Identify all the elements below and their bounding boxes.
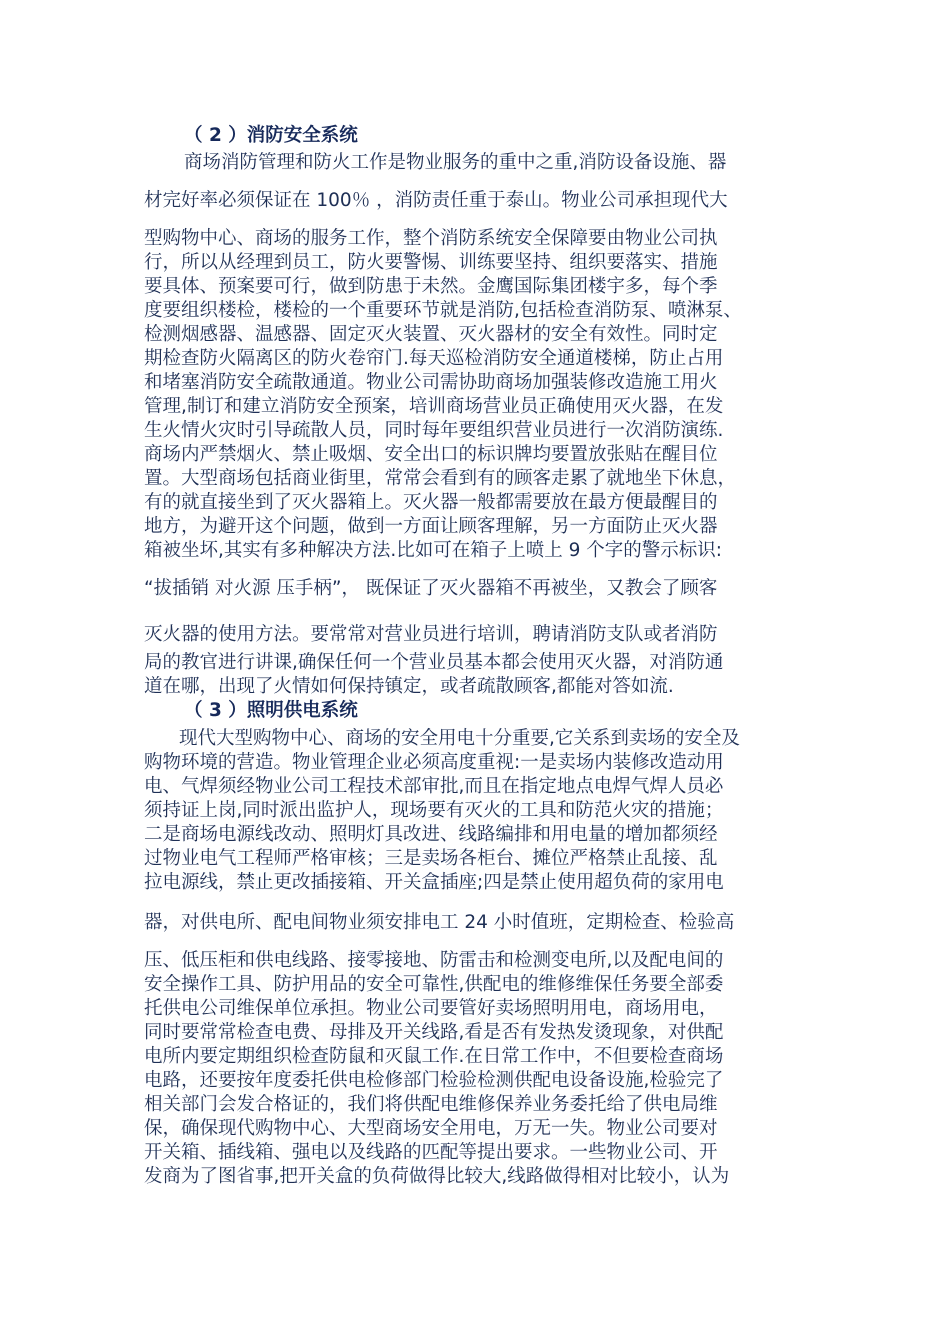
paragraph-line: 商场内严禁烟火、禁止吸烟、安全出口的标识牌均要置放张贴在醒目位 xyxy=(144,444,718,465)
paragraph-line: 同时要常常检查电费、母排及开关线路,看是否有发热发烫现象，对供配 xyxy=(144,1022,724,1043)
paragraph-line: “拔插销 对火源 压手柄”， 既保证了灭火器箱不再被坐，又教会了顾客 xyxy=(144,578,718,599)
paragraph-line: 托供电公司维保单位承担。物业公司要管好卖场照明用电，商场用电， xyxy=(144,998,718,1019)
paragraph-line: 生火情火灾时引导疏散人员，同时每年要组织营业员进行一次消防演练. xyxy=(144,420,724,441)
paragraph-line: 置。大型商场包括商业街里，常常会看到有的顾客走累了就地坐下休息， xyxy=(144,468,737,489)
paragraph-line: 开关箱、插线箱、强电以及线路的匹配等提出要求。一些物业公司、开 xyxy=(144,1142,718,1163)
paragraph-line: 相关部门会发合格证的，我们将供配电维修保养业务委托给了供电局维 xyxy=(144,1094,718,1115)
paragraph-line: 灭火器的使用方法。要常常对营业员进行培训，聘请消防支队或者消防 xyxy=(144,624,718,645)
paragraph-line: 器，对供电所、配电间物业须安排电工 24 小时值班，定期检查、检验高 xyxy=(144,912,735,933)
paragraph-line: 商场消防管理和防火工作是物业服务的重中之重,消防设备设施、器 xyxy=(184,152,727,173)
paragraph-line: 保，确保现代购物中心、大型商场安全用电，万无一失。物业公司要对 xyxy=(144,1118,718,1139)
paragraph-line: 现代大型购物中心、商场的安全用电十分重要,它关系到卖场的安全及 xyxy=(179,728,740,749)
paragraph-line: 管理,制订和建立消防安全预案，培训商场营业员正确使用灭火器，在发 xyxy=(144,396,724,417)
paragraph-line: 和堵塞消防安全疏散通道。物业公司需协助商场加强装修改造施工用火 xyxy=(144,372,718,393)
paragraph-line: 有的就直接坐到了灭火器箱上。灭火器一般都需要放在最方便最醒目的 xyxy=(144,492,718,513)
section-heading-lighting-power: （ 3 ）照明供电系统 xyxy=(184,700,358,721)
paragraph-line: 电所内要定期组织检查防鼠和灭鼠工作.在日常工作中，不但要检查商场 xyxy=(144,1046,724,1067)
paragraph-line: 电、气焊须经物业公司工程技术部审批,而且在指定地点电焊气焊人员必 xyxy=(144,776,724,797)
paragraph-line: 局的教官进行讲课,确保任何一个营业员基本都会使用灭火器，对消防通 xyxy=(144,652,724,673)
paragraph-line: 度要组织楼检，楼检的一个重要环节就是消防,包括检查消防泵、喷淋泵、 xyxy=(144,300,742,321)
paragraph-line: 期检查防火隔离区的防火卷帘门.每天巡检消防安全通道楼梯，防止占用 xyxy=(144,348,724,369)
paragraph-line: 二是商场电源线改动、照明灯具改进、线路编排和用电量的增加都须经 xyxy=(144,824,718,845)
paragraph-line: 须持证上岗,同时派出监护人，现场要有灭火的工具和防范火灾的措施； xyxy=(144,800,724,821)
paragraph-line: 电路，还要按年度委托供电检修部门检验检测供配电设备设施,检验完了 xyxy=(144,1070,724,1091)
paragraph-line: 材完好率必须保证在 100％ ，消防责任重于泰山。物业公司承担现代大 xyxy=(144,190,728,211)
paragraph-line: 地方，为避开这个问题，做到一方面让顾客理解，另一方面防止灭火器 xyxy=(144,516,718,537)
paragraph-line: 过物业电气工程师严格审核；三是卖场各柜台、摊位严格禁止乱接、乱 xyxy=(144,848,718,869)
paragraph-line: 要具体、预案要可行，做到防患于未然。金鹰国际集团楼宇多，每个季 xyxy=(144,276,718,297)
paragraph-line: 行，所以从经理到员工，防火要警惕、训练要坚持、组织要落实、措施 xyxy=(144,252,718,273)
paragraph-line: 购物环境的营造。物业管理企业必须高度重视:一是卖场内装修改造动用 xyxy=(144,752,724,773)
paragraph-line: 压、低压柜和供电线路、接零接地、防雷击和检测变电所,以及配电间的 xyxy=(144,950,724,971)
paragraph-line: 道在哪，出现了火情如何保持镇定，或者疏散顾客,都能对答如流. xyxy=(144,676,674,697)
paragraph-line: 发商为了图省事,把开关盒的负荷做得比较大,线路做得相对比较小，认为 xyxy=(144,1166,730,1187)
paragraph-line: 箱被坐坏,其实有多种解决方法.比如可在箱子上喷上 9 个字的警示标识: xyxy=(144,540,723,561)
paragraph-line: 拉电源线，禁止更改插接箱、开关盒插座;四是禁止使用超负荷的家用电 xyxy=(144,872,724,893)
paragraph-line: 检测烟感器、温感器、固定灭火装置、灭火器材的安全有效性。同时定 xyxy=(144,324,718,345)
paragraph-line: 安全操作工具、防护用品的安全可靠性,供配电的维修维保任务要全部委 xyxy=(144,974,724,995)
paragraph-line: 型购物中心、商场的服务工作，整个消防系统安全保障要由物业公司执 xyxy=(144,228,718,249)
section-heading-fire-safety: （ 2 ）消防安全系统 xyxy=(184,125,358,146)
